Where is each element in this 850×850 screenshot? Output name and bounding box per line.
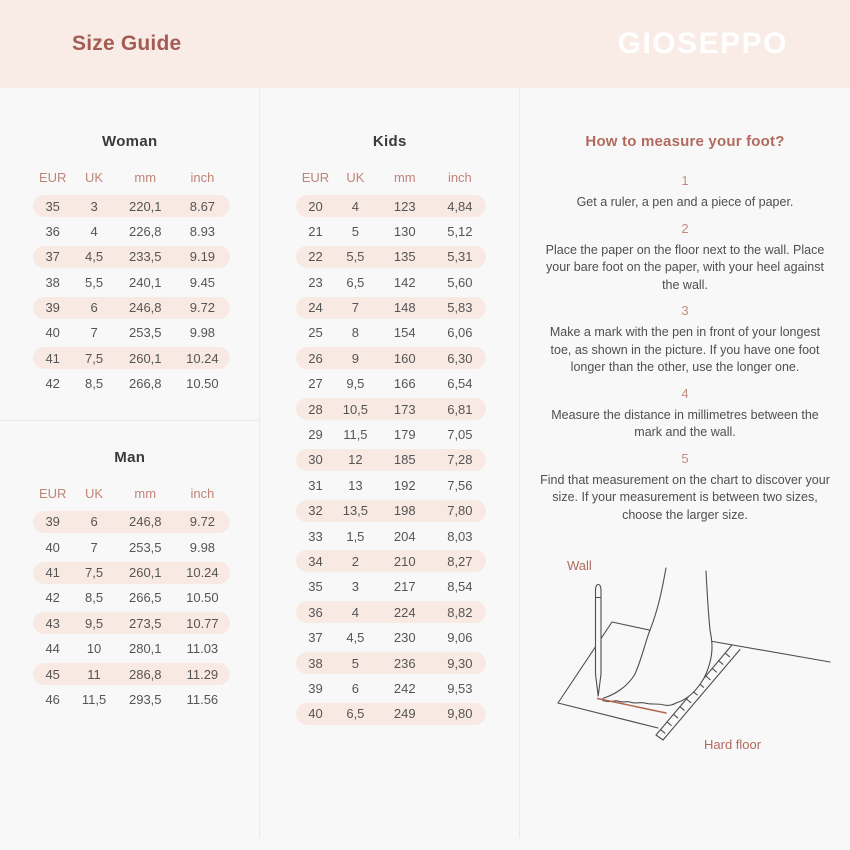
table-cell: 160 xyxy=(393,350,416,366)
table-cell: 40 xyxy=(308,706,323,722)
table-cell: 9,30 xyxy=(447,655,473,671)
table-row xyxy=(33,638,230,660)
table-cell: 179 xyxy=(393,427,416,443)
table-cell: 217 xyxy=(393,579,416,595)
table-row xyxy=(296,576,486,598)
table-cell: 10.50 xyxy=(186,376,219,392)
table-cell: 9.19 xyxy=(189,249,216,265)
table-cell: 11,5 xyxy=(81,691,107,707)
table-cell: 9,06 xyxy=(447,630,473,646)
table-cell: 35 xyxy=(308,579,323,595)
table-cell: 8,5 xyxy=(85,590,104,606)
column-header: mm xyxy=(134,485,157,501)
table-cell: 23 xyxy=(308,274,323,290)
table-cell: 13 xyxy=(348,477,363,493)
table-cell: 4,84 xyxy=(447,198,473,214)
table-cell: 6,06 xyxy=(447,325,473,341)
table-cell: 135 xyxy=(393,249,416,265)
table-header-row xyxy=(33,167,230,188)
table-body xyxy=(33,511,230,711)
table-cell: 230 xyxy=(393,630,416,646)
table-cell: 236 xyxy=(393,655,416,671)
table-cell: 224 xyxy=(393,604,416,620)
table-cell: 3 xyxy=(90,198,98,214)
step-number: 4 xyxy=(681,385,689,401)
table-row xyxy=(296,195,486,217)
table-cell: 8,82 xyxy=(447,604,473,620)
table-cell: 28 xyxy=(308,401,323,417)
table-cell: 226,8 xyxy=(128,223,162,239)
table-cell: 9,5 xyxy=(85,615,104,631)
table-cell: 9,5 xyxy=(346,376,365,392)
table-cell: 246,8 xyxy=(128,514,162,530)
table-cell: 5,5 xyxy=(346,249,365,265)
table-row xyxy=(33,612,230,634)
table-row xyxy=(296,601,486,623)
column-header: inch xyxy=(190,485,215,501)
foot-measuring-diagram xyxy=(538,550,832,768)
table-cell: 7 xyxy=(351,300,359,316)
table-cell: 5,31 xyxy=(447,249,473,265)
table-cell: 36 xyxy=(45,223,60,239)
hard-floor-label: Hard floor xyxy=(704,737,762,752)
table-row xyxy=(296,373,486,395)
column-woman-man xyxy=(0,88,260,838)
table-header-row xyxy=(33,483,230,504)
table-cell: 6,5 xyxy=(346,274,365,290)
table-cell: 123 xyxy=(393,198,416,214)
table-cell: 266,8 xyxy=(128,376,162,392)
column-header: inch xyxy=(190,170,215,185)
table-row xyxy=(296,322,486,344)
table-cell: 33 xyxy=(308,528,323,544)
table-cell: 26 xyxy=(308,350,323,366)
table-cell: 10.24 xyxy=(186,565,219,581)
table-cell: 233,5 xyxy=(128,249,162,265)
table-cell: 273,5 xyxy=(128,615,162,631)
step-text: Get a ruler, a pen and a piece of paper. xyxy=(576,195,794,209)
table-cell: 4,5 xyxy=(346,630,365,646)
table-row xyxy=(33,195,230,217)
table-cell: 41 xyxy=(45,350,60,366)
table-cell: 204 xyxy=(393,528,416,544)
brand-logo: GIOSEPPO xyxy=(617,27,788,60)
column-header: UK xyxy=(85,170,104,185)
ruler-tick xyxy=(712,668,716,672)
table-row xyxy=(33,511,230,533)
table-row xyxy=(33,536,230,558)
table-cell: 22 xyxy=(308,249,323,265)
table-cell: 4 xyxy=(90,223,98,239)
measure-section-title: How to measure your foot? xyxy=(585,133,785,150)
ruler-tick xyxy=(725,653,729,657)
pencil xyxy=(596,585,602,697)
table-cell: 10,5 xyxy=(342,401,369,417)
table-row xyxy=(296,398,486,420)
floor-line xyxy=(710,641,830,662)
table-row xyxy=(296,627,486,649)
table-cell: 10.50 xyxy=(186,590,219,606)
column-header: mm xyxy=(393,170,416,185)
table-cell: 9 xyxy=(351,350,359,366)
column-header: EUR xyxy=(38,485,67,501)
table-cell: 7,5 xyxy=(85,350,104,366)
table-cell: 12 xyxy=(348,452,363,468)
table-row xyxy=(296,677,486,699)
table-cell: 34 xyxy=(308,553,323,569)
table-cell: 40 xyxy=(45,325,60,341)
table-row xyxy=(296,297,486,319)
table-cell: 45 xyxy=(45,666,60,682)
table-cell: 38 xyxy=(45,274,60,290)
column-header: EUR xyxy=(38,170,67,185)
table-cell: 11 xyxy=(87,666,101,682)
table-row xyxy=(33,587,230,609)
table-cell: 148 xyxy=(393,300,416,316)
table-row xyxy=(296,550,486,572)
table-cell: 6,54 xyxy=(447,376,473,392)
table-row xyxy=(296,347,486,369)
woman-size-table xyxy=(0,133,259,395)
ruler-tick xyxy=(686,699,690,703)
table-cell: 10.77 xyxy=(186,615,219,631)
table-cell: 36 xyxy=(308,604,323,620)
table-cell: 8,5 xyxy=(85,376,104,392)
table-cell: 266,5 xyxy=(128,590,162,606)
table-cell: 6 xyxy=(90,514,98,530)
step-text: Measure the distance in millimetres between the mark and the wall. xyxy=(551,407,819,439)
table-header-row xyxy=(296,167,486,188)
table-cell: 7 xyxy=(90,325,98,341)
table-cell: 9,53 xyxy=(447,680,473,696)
table-cell: 173 xyxy=(393,401,416,417)
table-cell: 37 xyxy=(308,630,323,646)
table-row xyxy=(33,373,230,395)
table-cell: 32 xyxy=(308,503,323,519)
table-cell: 8.67 xyxy=(189,198,216,214)
table-cell: 2 xyxy=(351,553,359,569)
column-header: inch xyxy=(447,170,472,185)
table-row xyxy=(296,703,486,725)
table-cell: 21 xyxy=(308,223,323,239)
table-cell: 42 xyxy=(45,590,60,606)
table-row xyxy=(33,347,230,369)
table-cell: 5 xyxy=(351,655,359,671)
table-cell: 5 xyxy=(351,223,359,239)
table-cell: 6 xyxy=(351,680,359,696)
table-cell: 9.98 xyxy=(189,325,216,341)
table-row xyxy=(296,449,486,471)
table-cell: 6 xyxy=(90,300,98,316)
table-cell: 192 xyxy=(393,477,416,493)
table-cell: 24 xyxy=(308,300,323,316)
table-cell: 249 xyxy=(393,706,416,722)
table-row xyxy=(33,297,230,319)
table-cell: 220,1 xyxy=(128,198,162,214)
step-number: 5 xyxy=(681,450,689,466)
table-cell: 7,05 xyxy=(447,427,473,443)
ruler-tick xyxy=(706,676,710,680)
measure-steps xyxy=(538,173,832,524)
table-cell: 9.45 xyxy=(189,274,216,290)
content-area xyxy=(0,88,850,850)
table-cell: 260,1 xyxy=(128,350,162,366)
table-cell: 35 xyxy=(45,198,60,214)
table-row xyxy=(296,500,486,522)
ruler-tick xyxy=(667,722,671,726)
table-row xyxy=(33,220,230,242)
table-row xyxy=(296,652,486,674)
table-row xyxy=(296,525,486,547)
table-cell: 166 xyxy=(393,376,416,392)
table-cell: 293,5 xyxy=(128,691,162,707)
table-cell: 44 xyxy=(45,641,60,657)
table-cell: 38 xyxy=(308,655,323,671)
table-cell: 8 xyxy=(351,325,359,341)
table-cell: 25 xyxy=(308,325,323,341)
table-cell: 9.72 xyxy=(189,514,216,530)
table-row xyxy=(296,246,486,268)
table-cell: 5,60 xyxy=(447,274,473,290)
table-row xyxy=(33,663,230,685)
table-cell: 42 xyxy=(45,376,60,392)
table-row xyxy=(33,562,230,584)
table-cell: 7 xyxy=(90,539,98,555)
table-cell: 8,27 xyxy=(447,553,473,569)
table-row xyxy=(33,271,230,293)
table-cell: 198 xyxy=(393,503,416,519)
table-body xyxy=(296,195,486,725)
table-cell: 4 xyxy=(351,198,359,214)
ruler-tick xyxy=(661,730,665,734)
column-header: UK xyxy=(85,485,104,501)
table-cell: 37 xyxy=(45,249,60,265)
table-cell: 10 xyxy=(86,641,102,657)
table-title-kids: Kids xyxy=(372,133,407,150)
table-row xyxy=(296,424,486,446)
column-instructions xyxy=(520,88,850,838)
table-row xyxy=(296,271,486,293)
table-cell: 210 xyxy=(393,553,416,569)
table-cell: 7,5 xyxy=(85,565,104,581)
page-header xyxy=(0,0,850,88)
table-cell: 7,56 xyxy=(447,477,473,493)
table-cell: 7,80 xyxy=(447,503,473,519)
table-row xyxy=(296,220,486,242)
table-cell: 7,28 xyxy=(447,452,473,468)
table-cell: 242 xyxy=(393,680,416,696)
wall-label: Wall xyxy=(567,558,592,573)
table-row xyxy=(33,322,230,344)
table-cell: 10.24 xyxy=(186,350,219,366)
table-cell: 1,5 xyxy=(346,528,365,544)
table-cell: 40 xyxy=(45,539,60,555)
column-header: UK xyxy=(346,170,365,185)
step-number: 1 xyxy=(681,173,689,188)
table-cell: 11.56 xyxy=(186,691,219,707)
step-text: Place the paper on the floor next to the wall. Place your bare foot on the paper, with your heel against the wall. xyxy=(545,242,825,292)
table-cell: 185 xyxy=(393,452,416,468)
table-title-man: Man xyxy=(114,448,146,466)
table-cell: 280,1 xyxy=(128,641,162,657)
table-cell: 39 xyxy=(45,300,60,316)
table-cell: 3 xyxy=(351,579,359,595)
foot-outline xyxy=(603,568,712,705)
table-cell: 31 xyxy=(308,477,323,493)
table-cell: 4 xyxy=(351,604,359,620)
page-title: Size Guide xyxy=(72,32,182,55)
ruler-tick xyxy=(674,714,678,718)
table-cell: 13,5 xyxy=(342,503,369,519)
step-number: 2 xyxy=(681,220,689,236)
table-cell: 240,1 xyxy=(128,274,162,290)
table-cell: 4,5 xyxy=(85,249,104,265)
table-cell: 253,5 xyxy=(128,325,162,341)
table-cell: 154 xyxy=(393,325,416,341)
table-cell: 11,5 xyxy=(343,427,368,443)
table-cell: 39 xyxy=(308,680,323,696)
table-cell: 6,81 xyxy=(447,401,473,417)
man-size-table xyxy=(0,449,259,711)
table-cell: 29 xyxy=(308,427,323,443)
table-cell: 9,80 xyxy=(447,706,473,722)
table-cell: 11.03 xyxy=(186,641,219,657)
table-cell: 286,8 xyxy=(128,666,162,682)
table-cell: 6,5 xyxy=(346,706,365,722)
table-cell: 142 xyxy=(393,274,416,290)
step-number: 3 xyxy=(681,303,689,318)
table-cell: 43 xyxy=(45,615,60,631)
column-header: EUR xyxy=(301,170,330,185)
table-cell: 46 xyxy=(45,691,60,707)
kids-size-table xyxy=(260,133,519,725)
step-text: Make a mark with the pen in front of your longest toe, as shown in the picture. If you have one foot longer than the other, use the longer one. xyxy=(549,325,821,374)
table-cell: 30 xyxy=(308,452,323,468)
table-row xyxy=(33,688,230,710)
table-row xyxy=(33,246,230,268)
table-cell: 8,03 xyxy=(447,528,473,544)
table-cell: 6,30 xyxy=(447,350,473,366)
table-cell: 8,54 xyxy=(447,579,473,595)
table-cell: 5,12 xyxy=(447,223,473,239)
step-text: Find that measurement on the chart to discover your size. If your measurement is between two sizes, choose the larger size. xyxy=(540,472,830,522)
table-cell: 41 xyxy=(45,565,60,581)
table-cell: 253,5 xyxy=(128,539,162,555)
section-divider xyxy=(0,420,259,421)
table-cell: 5,5 xyxy=(85,274,104,290)
column-header: mm xyxy=(134,170,157,185)
table-cell: 8.93 xyxy=(189,223,216,239)
table-cell: 20 xyxy=(308,198,323,214)
table-cell: 9.98 xyxy=(189,539,216,555)
column-kids xyxy=(260,88,520,838)
table-cell: 260,1 xyxy=(128,565,162,581)
ruler-tick xyxy=(680,707,684,711)
table-title-woman: Woman xyxy=(102,133,158,150)
table-cell: 246,8 xyxy=(128,300,162,316)
table-row xyxy=(296,474,486,496)
table-cell: 39 xyxy=(45,514,60,530)
table-body xyxy=(33,195,230,395)
table-cell: 9.72 xyxy=(189,300,216,316)
table-cell: 27 xyxy=(308,376,323,392)
table-cell: 130 xyxy=(393,223,416,239)
table-cell: 5,83 xyxy=(447,300,473,316)
table-cell: 11.29 xyxy=(186,666,219,682)
ruler-tick xyxy=(719,661,723,665)
